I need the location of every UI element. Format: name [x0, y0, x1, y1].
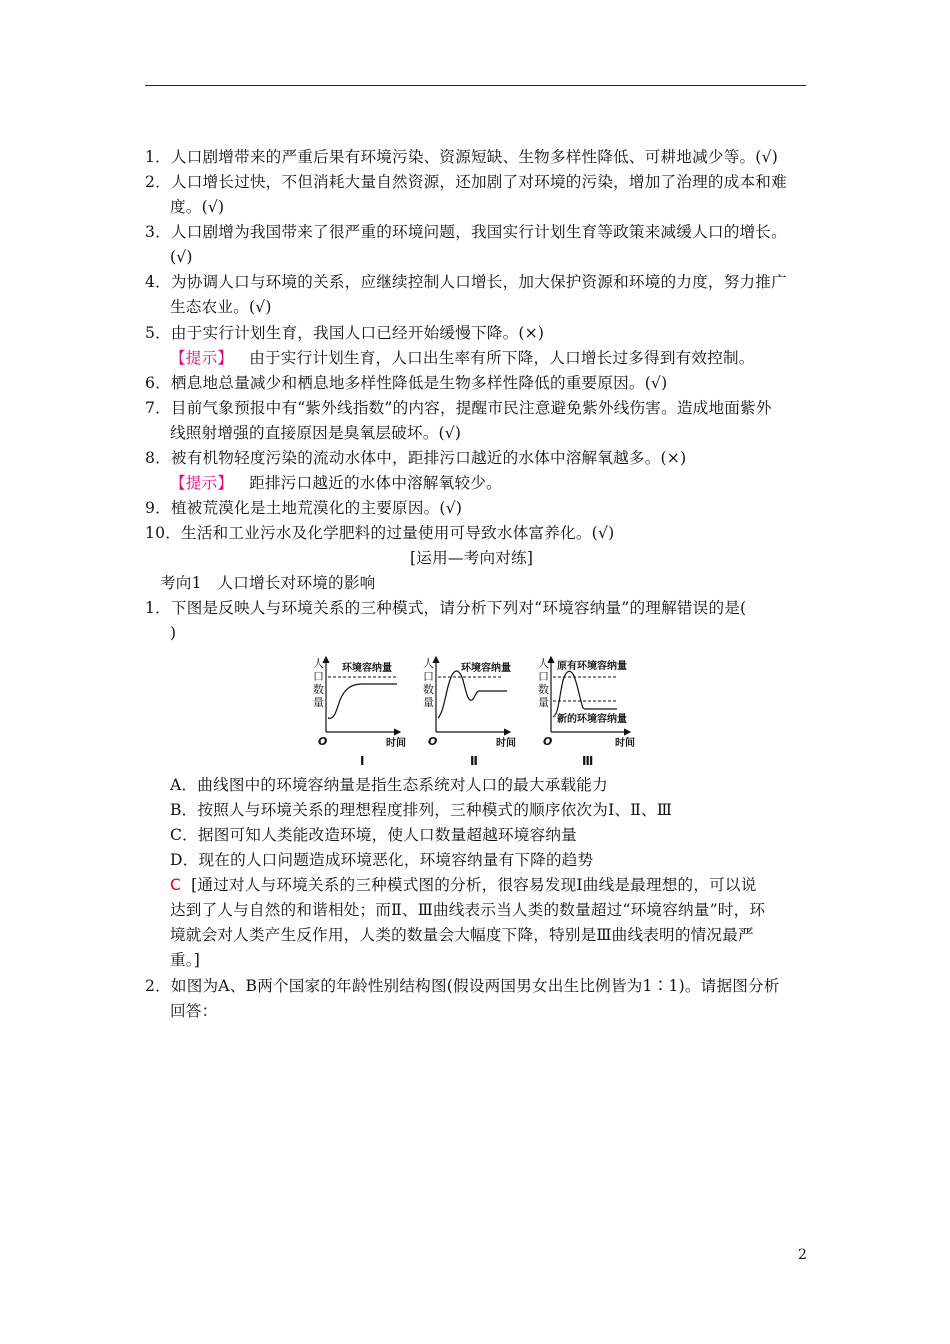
q2-stem-cont: 回答：	[170, 1002, 218, 1020]
answer-letter: C	[170, 876, 182, 894]
x-label: 时间	[386, 738, 406, 749]
panel-numeral: Ⅲ	[582, 754, 594, 768]
q1-stem: 1．下图是反映人与环境关系的三种模式，请分析下列对“环境容纳量”的理解错误的是(	[145, 599, 747, 617]
population-curve	[553, 671, 617, 717]
y-label-char: 口	[313, 670, 324, 683]
option-b: B．按照人与环境关系的理想程度排列，三种模式的顺序依次为Ⅰ、Ⅱ、Ⅲ	[170, 801, 673, 819]
judgement-4: 4．为协调人口与环境的关系，应继续控制人口增长，加大保护资源和环境的力度，努力推广	[145, 273, 787, 291]
panel-3	[538, 657, 635, 768]
answer-line	[170, 875, 757, 895]
y-label-char: 人	[423, 657, 434, 670]
y-label-char: 数	[313, 683, 324, 696]
judgement-4-cont: 生态农业。(√)	[170, 298, 272, 316]
panel-numeral: Ⅰ	[360, 754, 365, 768]
panel-2	[423, 657, 516, 768]
panel-numeral: Ⅱ	[470, 754, 478, 768]
option-a: A．曲线图中的环境容纳量是指生态系统对人口的最大承载能力	[170, 776, 608, 794]
original-capacity-label: 原有环境容纳量	[557, 661, 627, 672]
panel-1	[313, 657, 406, 768]
judgement-10: 10．生活和工业污水及化学肥料的过量使用可导致水体富养化。(√)	[145, 524, 615, 542]
population-curve	[438, 671, 507, 718]
judgement-3-cont: (√)	[170, 248, 193, 266]
judgement-1: 1．人口剧增带来的严重后果有环境污染、资源短缺、生物多样性降低、可耕地减少等。(√)	[145, 148, 778, 166]
y-label-char: 口	[538, 670, 549, 683]
hint-text: 由于实行计划生育，人口出生率有所下降，人口增长过多得到有效控制。	[249, 349, 755, 367]
y-label-char: 量	[423, 696, 434, 709]
x-label: 时间	[496, 738, 516, 749]
origin-label: O	[318, 735, 328, 748]
explanation-1: [通过对人与环境关系的三种模式图的分析，很容易发现Ⅰ曲线是最理想的，可以说	[191, 876, 757, 894]
explanation-4: 重。]	[170, 951, 201, 969]
y-label-char: 人	[313, 657, 324, 670]
judgement-2: 2．人口增长过快，不但消耗大量自然资源，还加剧了对环境的污染，增加了治理的成本和难	[145, 173, 787, 191]
option-c: C．据图可知人类能改造环境，使人口数量超越环境容纳量	[170, 826, 577, 844]
judgement-8: 8．被有机物轻度污染的流动水体中，距排污口越近的水体中溶解氧越多。(×)	[145, 449, 687, 467]
y-label-char: 数	[423, 683, 434, 696]
section-heading: [运用—考向对练]	[410, 549, 534, 567]
x-label: 时间	[615, 738, 635, 749]
judgement-6: 6．栖息地总量减少和栖息地多样性降低是生物多样性降低的重要原因。(√)	[145, 374, 668, 392]
y-label-char: 量	[313, 696, 324, 709]
explanation-2: 达到了人与自然的和谐相处；而Ⅱ、Ⅲ曲线表示当人类的数量超过“环境容纳量”时，环	[170, 901, 766, 919]
origin-label: O	[428, 735, 438, 748]
q2-stem: 2．如图为A、B两个国家的年龄性别结构图(假设两国男女出生比例皆为1∶1)。请据图分析	[145, 977, 780, 995]
judgement-7-cont: 线照射增强的直接原因是臭氧层破坏。(√)	[170, 424, 462, 442]
new-capacity-label: 新的环境容纳量	[557, 714, 627, 725]
population-curve	[328, 684, 397, 718]
capacity-label: 环境容纳量	[461, 663, 511, 674]
explanation-3: 境就会对人类产生反作用，人类的数量会大幅度下降，特别是Ⅲ曲线表明的情况最严	[170, 926, 754, 944]
q1-stem-cont: )	[170, 624, 177, 642]
y-label-char: 数	[538, 683, 549, 696]
hint-label: 【提示】	[170, 349, 234, 367]
topic-heading: 考向1 人口增长对环境的影响	[160, 574, 376, 592]
y-label-char: 口	[423, 670, 434, 683]
judgement-9: 9．植被荒漠化是土地荒漠化的主要原因。(√)	[145, 499, 463, 517]
option-d: D．现在的人口问题造成环境恶化，环境容纳量有下降的趋势	[170, 851, 594, 869]
y-label-char: 人	[538, 657, 549, 670]
judgement-2-cont: 度。(√)	[170, 198, 225, 216]
capacity-label: 环境容纳量	[342, 663, 392, 674]
judgement-7: 7．目前气象预报中有“紫外线指数”的内容，提醒市民注意避免紫外线伤害。造成地面紫外	[145, 399, 772, 417]
page-number: 2	[798, 1247, 807, 1263]
hint-text: 距排污口越近的水体中溶解氧较少。	[249, 474, 502, 492]
hint-label: 【提示】	[170, 474, 234, 492]
origin-label: O	[543, 735, 553, 748]
judgement-5: 5．由于实行计划生育，我国人口已经开始缓慢下降。(×)	[145, 324, 545, 342]
judgement-3: 3．人口剧增为我国带来了很严重的环境问题，我国实行计划生育等政策来减缓人口的增长。	[145, 223, 787, 241]
y-label-char: 量	[538, 696, 549, 709]
